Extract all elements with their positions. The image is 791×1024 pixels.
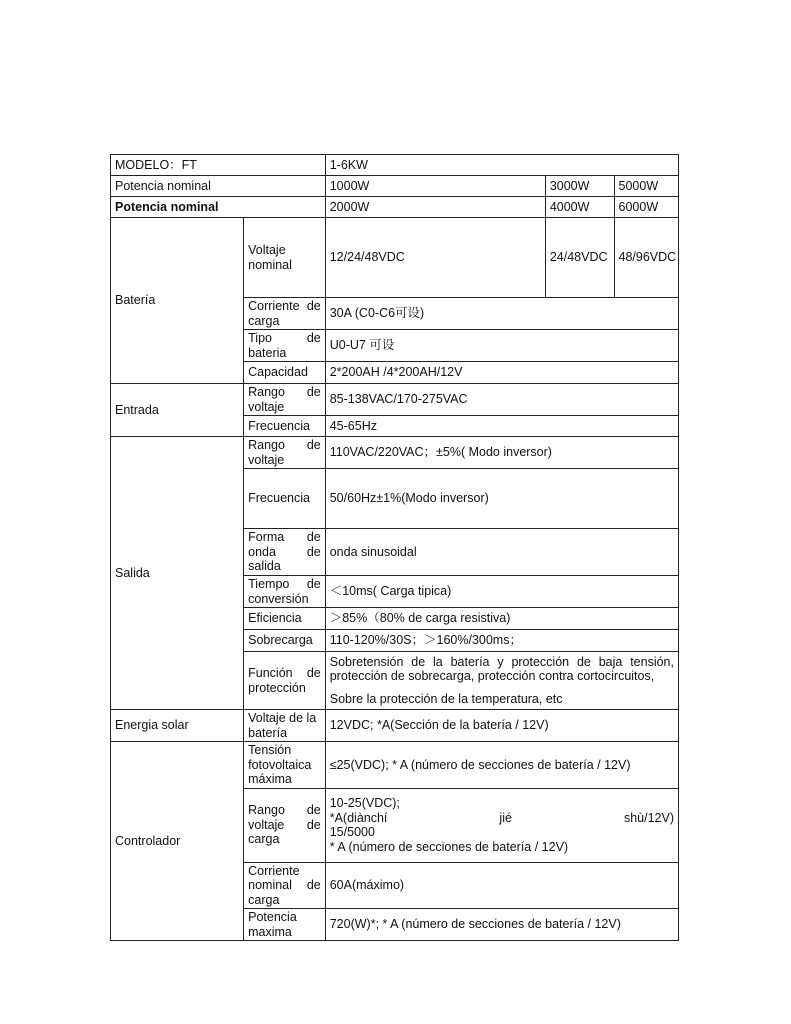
input-voltage-range-value: 85-138VAC/170-275VAC xyxy=(325,384,678,416)
protection-label: Función de protección xyxy=(244,652,326,710)
nominal-voltage-value-1: 12/24/48VDC xyxy=(325,218,545,298)
rated-charge-current-value: 60A(máximo) xyxy=(325,862,678,909)
specification-table xyxy=(110,154,679,941)
max-power-label: Potencia maxima xyxy=(244,909,326,941)
battery-section-label: Batería xyxy=(111,218,244,384)
table-row xyxy=(111,176,679,197)
charge-range-line-3: 15/5000 xyxy=(329,825,375,839)
power-label-bold: Potencia nominal xyxy=(111,197,326,218)
efficiency-value: ＞85%（80% de carga resistiva) xyxy=(325,608,678,630)
output-voltage-range-label: Rango de voltaje xyxy=(244,437,326,469)
capacity-label: Capacidad xyxy=(244,362,326,384)
overload-value: 110-120%/30S；＞160%/300ms； xyxy=(325,630,678,652)
transfer-time-label: Tiempo de conversión xyxy=(244,576,326,608)
power-value-2: 3000W xyxy=(545,176,614,197)
max-pv-voltage-label: Tensión fotovoltaica máxima xyxy=(244,742,326,789)
table-row xyxy=(111,710,679,742)
capacity-value: 2*200AH /4*200AH/12V xyxy=(325,362,678,384)
waveform-value: onda sinusoidal xyxy=(325,529,678,576)
model-value: 1-6KW xyxy=(325,155,678,176)
table-row xyxy=(111,155,679,176)
battery-voltage-value: 12VDC; *A(Sección de la batería / 12V) xyxy=(325,710,678,742)
charge-range-line-2: *A(diànchí jié shù/12V) xyxy=(329,810,674,825)
charge-current-label: Corriente de carga xyxy=(244,298,326,330)
overload-label: Sobrecarga xyxy=(244,630,326,652)
table-row xyxy=(111,197,679,218)
battery-type-value: U0-U7 可设 xyxy=(325,330,678,362)
nominal-voltage-value-2: 24/48VDC xyxy=(545,218,614,298)
model-label: MODELO：FT xyxy=(111,155,326,176)
battery-type-label: Tipo de bateria xyxy=(244,330,326,362)
waveform-label: Forma de onda de salida xyxy=(244,529,326,576)
solar-section-label: Energia solar xyxy=(111,710,244,742)
table-row xyxy=(111,437,679,469)
table-row xyxy=(111,742,679,789)
input-frequency-value: 45-65Hz xyxy=(325,416,678,437)
protection-value xyxy=(325,652,678,710)
input-frequency-label: Frecuencia xyxy=(244,416,326,437)
transfer-time-value: ＜10ms( Carga tipica) xyxy=(325,576,678,608)
input-section-label: Entrada xyxy=(111,384,244,437)
max-power-value: 720(W)*; * A (número de secciones de batería / 12V) xyxy=(325,909,678,941)
power-value-4: 2000W xyxy=(325,197,545,218)
efficiency-label: Eficiencia xyxy=(244,608,326,630)
charge-range-line-1: 10-25(VDC); xyxy=(329,796,400,810)
table-row xyxy=(111,218,679,298)
rated-charge-current-label: Corriente nominal de carga xyxy=(244,862,326,909)
nominal-voltage-label: Voltaje nominal xyxy=(244,218,326,298)
max-pv-voltage-value: ≤25(VDC); * A (número de secciones de batería / 12V) xyxy=(325,742,678,789)
power-value-1: 1000W xyxy=(325,176,545,197)
protection-text-2: Sobre la protección de la temperatura, etc xyxy=(329,691,563,706)
controller-section-label: Controlador xyxy=(111,742,244,941)
battery-voltage-label: Voltaje de la batería xyxy=(244,710,326,742)
nominal-voltage-value-3: 48/96VDC xyxy=(614,218,678,298)
charge-voltage-range-label: Rango de voltaje de carga xyxy=(244,788,326,862)
output-voltage-range-value: 110VAC/220VAC；±5%( Modo inversor) xyxy=(325,437,678,469)
output-frequency-label: Frecuencia xyxy=(244,469,326,529)
power-value-5: 4000W xyxy=(545,197,614,218)
power-label: Potencia nominal xyxy=(111,176,326,197)
charge-current-value: 30A (C0-C6可设) xyxy=(325,298,678,330)
charge-voltage-range-value xyxy=(325,788,678,862)
charge-range-line-4: * A (número de secciones de batería / 12V) xyxy=(329,839,569,854)
output-frequency-value: 50/60Hz±1%(Modo inversor) xyxy=(325,469,678,529)
power-value-6: 6000W xyxy=(614,197,678,218)
power-value-3: 5000W xyxy=(614,176,678,197)
protection-text-1: Sobretensión de la batería y protección de baja tensión, protección de sobrecarga, protección contra cortocircuitos, xyxy=(329,654,674,684)
table-row xyxy=(111,384,679,416)
output-section-label: Salida xyxy=(111,437,244,710)
input-voltage-range-label: Rango de voltaje xyxy=(244,384,326,416)
